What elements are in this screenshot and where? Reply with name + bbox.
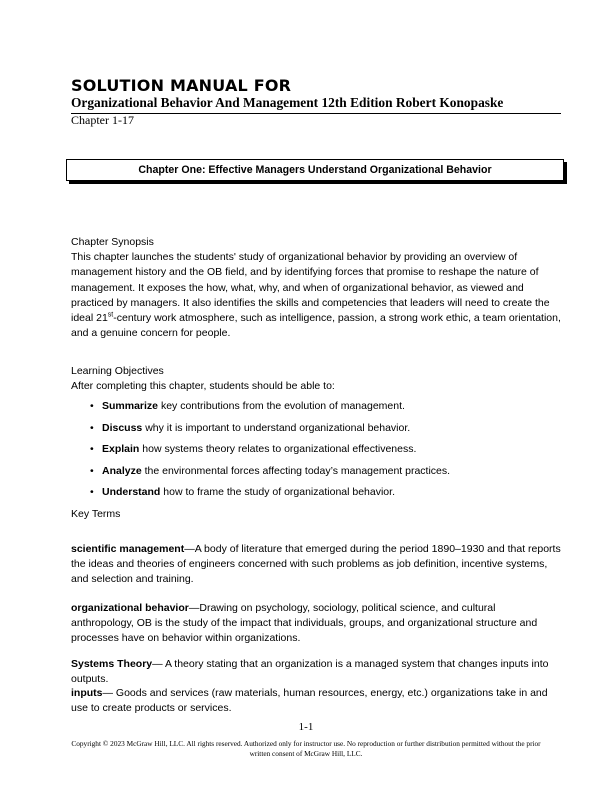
objective-item bbox=[90, 399, 560, 421]
objective-text: how systems theory relates to organizational effectiveness. bbox=[139, 443, 417, 455]
objective-verb: Understand bbox=[102, 486, 161, 498]
chapter-range: Chapter 1-17 bbox=[71, 113, 134, 127]
objective-text: why it is important to understand organizational behavior. bbox=[142, 421, 411, 434]
objective-item bbox=[90, 485, 560, 507]
learning-objectives bbox=[71, 364, 561, 394]
key-term-name: scientific management bbox=[71, 543, 185, 555]
objective-verb: Explain bbox=[102, 443, 140, 455]
chapter-title: Chapter One: Effective Managers Understand Organizational Behavior bbox=[138, 164, 492, 176]
key-term-name: organizational behavior bbox=[71, 602, 189, 614]
key-term-name: inputs bbox=[71, 687, 103, 699]
key-term bbox=[71, 601, 561, 647]
key-term-definition: —A body of literature that emerged during the period 1890–1930 and that reports the ideas and theories of engineers concerned with such problems as job definition, incentive systems, and selection and training. bbox=[71, 543, 561, 586]
key-term bbox=[71, 657, 561, 687]
chapter-title-box bbox=[66, 159, 564, 181]
objective-text: the environmental forces affecting today’s management practices. bbox=[141, 464, 451, 477]
book-title: Organizational Behavior And Management 12th Edition Robert Konopaske bbox=[71, 95, 561, 114]
copyright-notice: Copyright © 2023 McGraw Hill, LLC. All rights reserved. Authorized only for instructor use. No reproduction or further distribution permitted without the prior written consent of McGraw Hill, LLC. bbox=[71, 739, 541, 758]
synopsis-text-part2: -century work atmosphere, such as intelligence, passion, a strong work ethic, a team orientation, and a genuine concern for people. bbox=[71, 312, 561, 340]
objective-verb: Analyze bbox=[102, 464, 142, 477]
objective-text: how to frame the study of organizational behavior. bbox=[160, 486, 395, 498]
page-number: 1-1 bbox=[298, 721, 314, 733]
objective-verb: Summarize bbox=[102, 400, 159, 412]
objective-item bbox=[90, 464, 560, 486]
synopsis-text bbox=[71, 250, 561, 341]
objective-item bbox=[90, 442, 560, 464]
objective-text: key contributions from the evolution of management. bbox=[158, 400, 405, 412]
key-term-definition: —Drawing on psychology, sociology, political science, and cultural anthropology, OB is the study of the impact that individuals, groups, and organizational structure and processes have on behavior within organizations. bbox=[71, 602, 538, 645]
objective-item bbox=[90, 421, 560, 443]
objectives-list bbox=[90, 399, 560, 507]
synopsis-heading: Chapter Synopsis bbox=[71, 236, 154, 248]
objectives-intro: After completing this chapter, students should be able to: bbox=[71, 380, 335, 393]
key-term-definition: — Goods and services (raw materials, human resources, energy, etc.) organizations take in and use to create products or services. bbox=[71, 687, 548, 715]
synopsis-text-part1: This chapter launches the students' study of organizational behavior by providing an overview of management history and the OB field, and by identifying forces that promise to reshape the nature of management. It exposes the how, what, why, and when of organizational behavior, as viewed and practiced by managers. It also identifies the skills and competencies that leaders will need to create the ideal 21 bbox=[71, 251, 550, 325]
synopsis-superscript: st bbox=[107, 311, 114, 319]
key-term-definition: — A theory stating that an organization is a managed system that changes inputs into outputs. bbox=[71, 658, 549, 686]
key-terms-heading: Key Terms bbox=[71, 508, 121, 520]
key-term bbox=[71, 542, 561, 588]
document-headline: SOLUTION MANUAL FOR bbox=[71, 76, 292, 95]
key-term bbox=[71, 686, 561, 716]
objective-verb: Discuss bbox=[102, 421, 143, 434]
key-term-name: Systems Theory bbox=[71, 658, 153, 670]
chapter-synopsis bbox=[71, 235, 561, 341]
objectives-heading: Learning Objectives bbox=[71, 365, 164, 377]
